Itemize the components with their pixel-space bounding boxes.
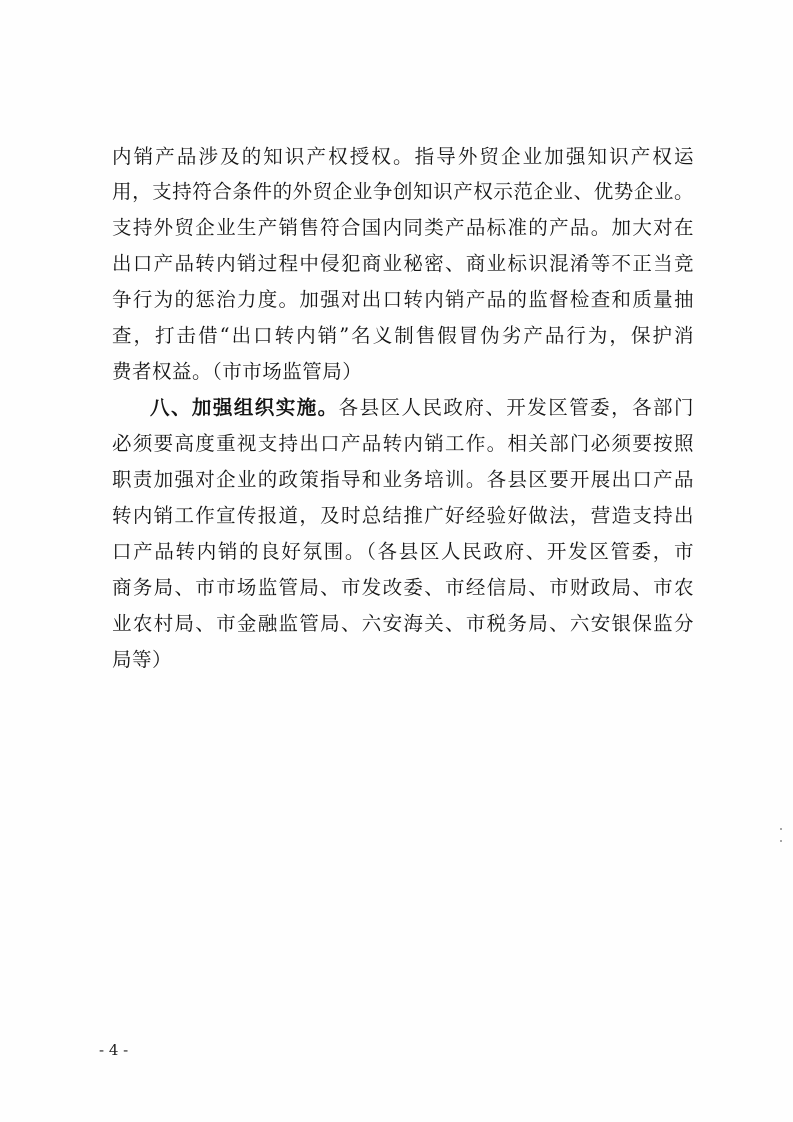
paragraph-2-line-2: 必须要高度重视支持出口产品转内销工作。相关部门必须要按照 [112, 432, 694, 455]
section-heading-continuation: 各县区人民政府、开发区管委，各部门 [338, 396, 694, 419]
paragraph-2-line-3: 职责加强对企业的政策指导和业务培训。各县区要开展出口产品 [112, 468, 694, 491]
paragraph-2-line-5: 口产品转内销的良好氛围。（各县区人民政府、开发区管委，市 [112, 540, 694, 563]
paragraph-2-line-7: 业农村局、市金融监管局、六安海关、市税务局、六安银保监分 [112, 612, 694, 635]
paragraph-1-line-7: 费者权益。（市市场监管局） [112, 360, 363, 383]
page-number: - 4 - [99, 1041, 129, 1059]
section-heading: 八、加强组织实施。 [150, 396, 339, 419]
scan-speck [780, 840, 782, 842]
paragraph-2-line-6: 商务局、市市场监管局、市发改委、市经信局、市财政局、市农 [112, 576, 694, 599]
paragraph-1-line-3: 支持外贸企业生产销售符合国内同类产品标准的产品。加大对在 [112, 216, 694, 239]
paragraph-1-line-5: 争行为的惩治力度。加强对出口转内销产品的监督检查和质量抽 [112, 288, 694, 311]
paragraph-2-line-1 [150, 394, 694, 422]
paragraph-1-line-2: 用，支持符合条件的外贸企业争创知识产权示范企业、优势企业。 [112, 180, 694, 203]
paragraph-2-line-8: 局等） [112, 648, 173, 671]
paragraph-1-line-4: 出口产品转内销过程中侵犯商业秘密、商业标识混淆等不正当竞 [112, 252, 694, 275]
paragraph-1-line-1: 内销产品涉及的知识产权授权。指导外贸企业加强知识产权运 [112, 145, 694, 168]
paragraph-2-line-4: 转内销工作宣传报道，及时总结推广好经验好做法，营造支持出 [112, 504, 694, 527]
scan-speck [780, 828, 782, 830]
paragraph-1-line-6: 查，打击借“出口转内销”名义制售假冒伪劣产品行为，保护消 [112, 324, 694, 347]
